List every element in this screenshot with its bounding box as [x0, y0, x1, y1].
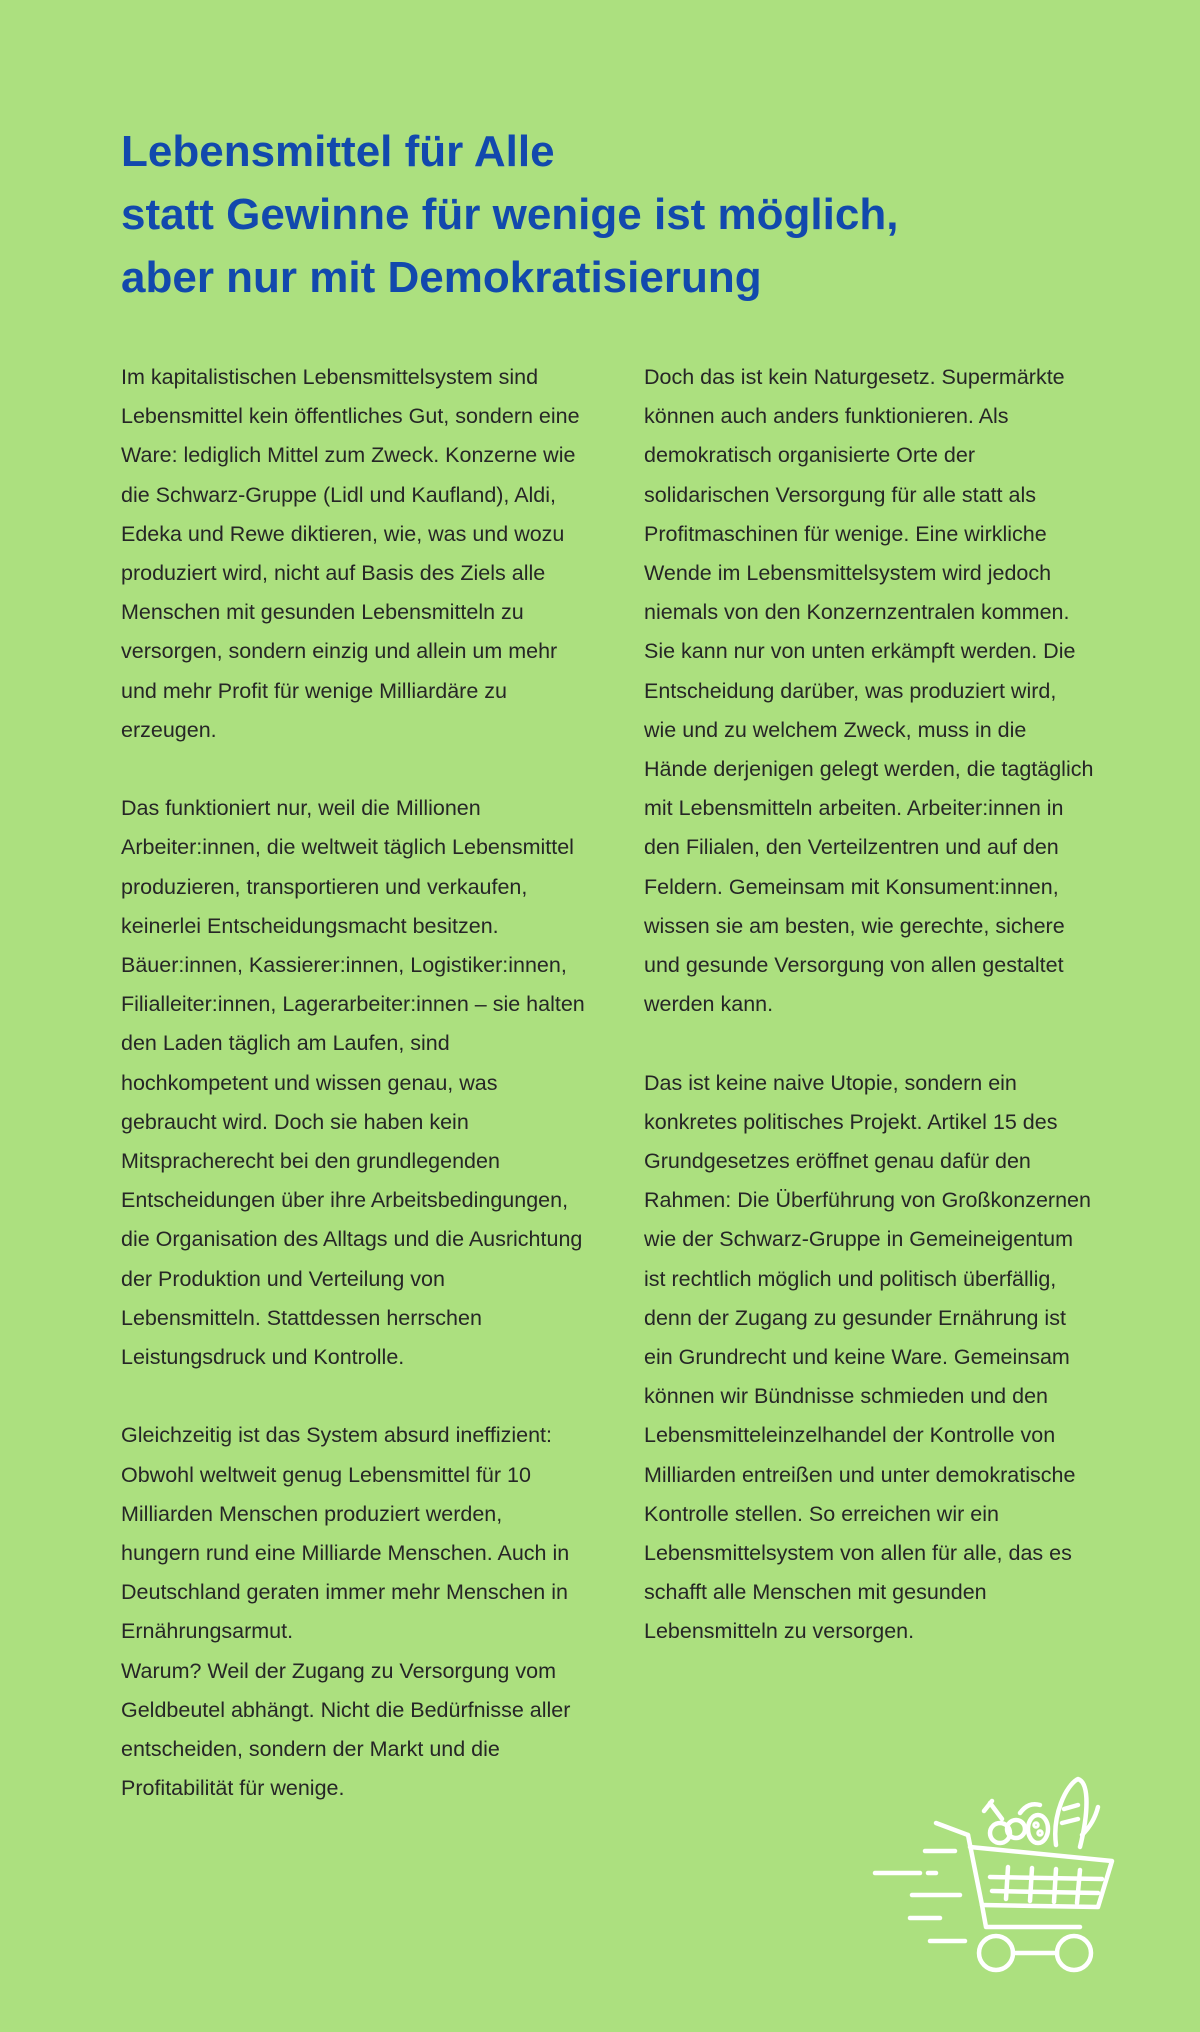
title-line-1: Lebensmittel für Alle	[121, 127, 555, 176]
shopping-cart-with-groceries-icon	[870, 1755, 1120, 1990]
paragraph-why-wallet: Warum? Weil der Zugang zu Versorgung vom Geldbeutel abhängt. Nicht die Bedürfnisse aller entscheiden, sondern der Markt und die Profitabilität für wenige.	[121, 1658, 571, 1801]
paragraph-capitalist-food-system: Im kapitalistischen Lebensmittelsystem sind Lebensmittel kein öffentliches Gut, sondern eine Ware: lediglich Mittel zum Zweck. Konzerne wie die Schwarz-Gruppe (Lidl und Kaufland), Aldi, Edeka und Rewe diktieren, wie, was und wozu produziert wird, nicht auf Basis des Ziels alle Menschen mit gesunden Lebensmitteln zu versorgen, sondern einzig und allein um mehr und mehr Profit für wenige Milliardäre zu erzeugen.	[121, 365, 580, 742]
left-text-column	[121, 358, 586, 1848]
paragraph-supermarkets-differently: Doch das ist kein Naturgesetz. Supermärkte können auch anders funktionieren. Als demokratisch organisierte Orte der solidarischen Versorgung für alle statt als Profitmaschinen für wenige. Eine wirkliche Wende im Lebensmittelsystem wird jedoch niemals von den Konzernzentralen kommen. Sie kann nur von unten erkämpft werden. Die Entscheidung darüber, was produziert wird, wie und zu welchem Zweck, muss in die Hände derjenigen gelegt werden, die tagtäglich mit Lebensmitteln arbeiten. Arbeiter:innen in den Filialen, den Verteilzentren und auf den Feldern. Gemeinsam mit Konsument:innen, wissen sie am besten, wie gerechte, sichere und gesunde Versorgung von allen gestaltet werden kann.	[644, 365, 1094, 1017]
title-line-3: aber nur mit Demokratisierung	[121, 253, 762, 302]
paragraph-system-inefficient: Gleichzeitig ist das System absurd ineffizient: Obwohl weltweit genug Lebensmittel für 10 Milliarden Menschen produziert werden, hungern rund eine Milliarde Menschen. Auch in Deutschland geraten immer mehr Menschen in Ernährungsarmut.	[121, 1423, 570, 1644]
paragraph-article-15: Das ist keine naive Utopie, sondern ein konkretes politisches Projekt. Artikel 15 des Grundgesetzes eröffnet genau dafür den Rahmen: Die Überführung von Großkonzernen wie der Schwarz-Gruppe in Gemeineigentum ist rechtlich möglich und politisch überfällig, denn der Zugang zu gesunder Ernährung ist ein Grundrecht und keine Ware. Gemeinsam können wir Bündnisse schmieden und den Lebensmitteleinzelhandel der Kontrolle von Milliarden entreißen und unter demokratische Kontrolle stellen. So erreichen wir ein Lebensmittelsystem von allen für alle, das es schafft alle Menschen mit gesunden Lebensmitteln zu versorgen.	[644, 1070, 1091, 1644]
page-title	[121, 120, 1121, 309]
paragraph-workers-no-power: Das funktioniert nur, weil die Millionen Arbeiter:innen, die weltweit täglich Lebensmittel produzieren, transportieren und verkaufen, keinerlei Entscheidungsmacht besitzen. Bäuer:innen, Kassierer:innen, Logistiker:innen, Filialleiter:innen, Lagerarbeiter:innen – sie halten den Laden täglich am Laufen, sind hochkompetent und wissen genau, was gebraucht wird. Doch sie haben kein Mitspracherecht bei den grundlegenden Entscheidungen über ihre Arbeitsbedingungen, die Organisation des Alltags und die Ausrichtung der Produktion und Verteilung von Lebensmitteln. Stattdessen herrschen Leistungsdruck und Kontrolle.	[121, 796, 585, 1370]
right-text-column	[644, 358, 1094, 1691]
title-line-2: statt Gewinne für wenige ist möglich,	[121, 190, 899, 239]
